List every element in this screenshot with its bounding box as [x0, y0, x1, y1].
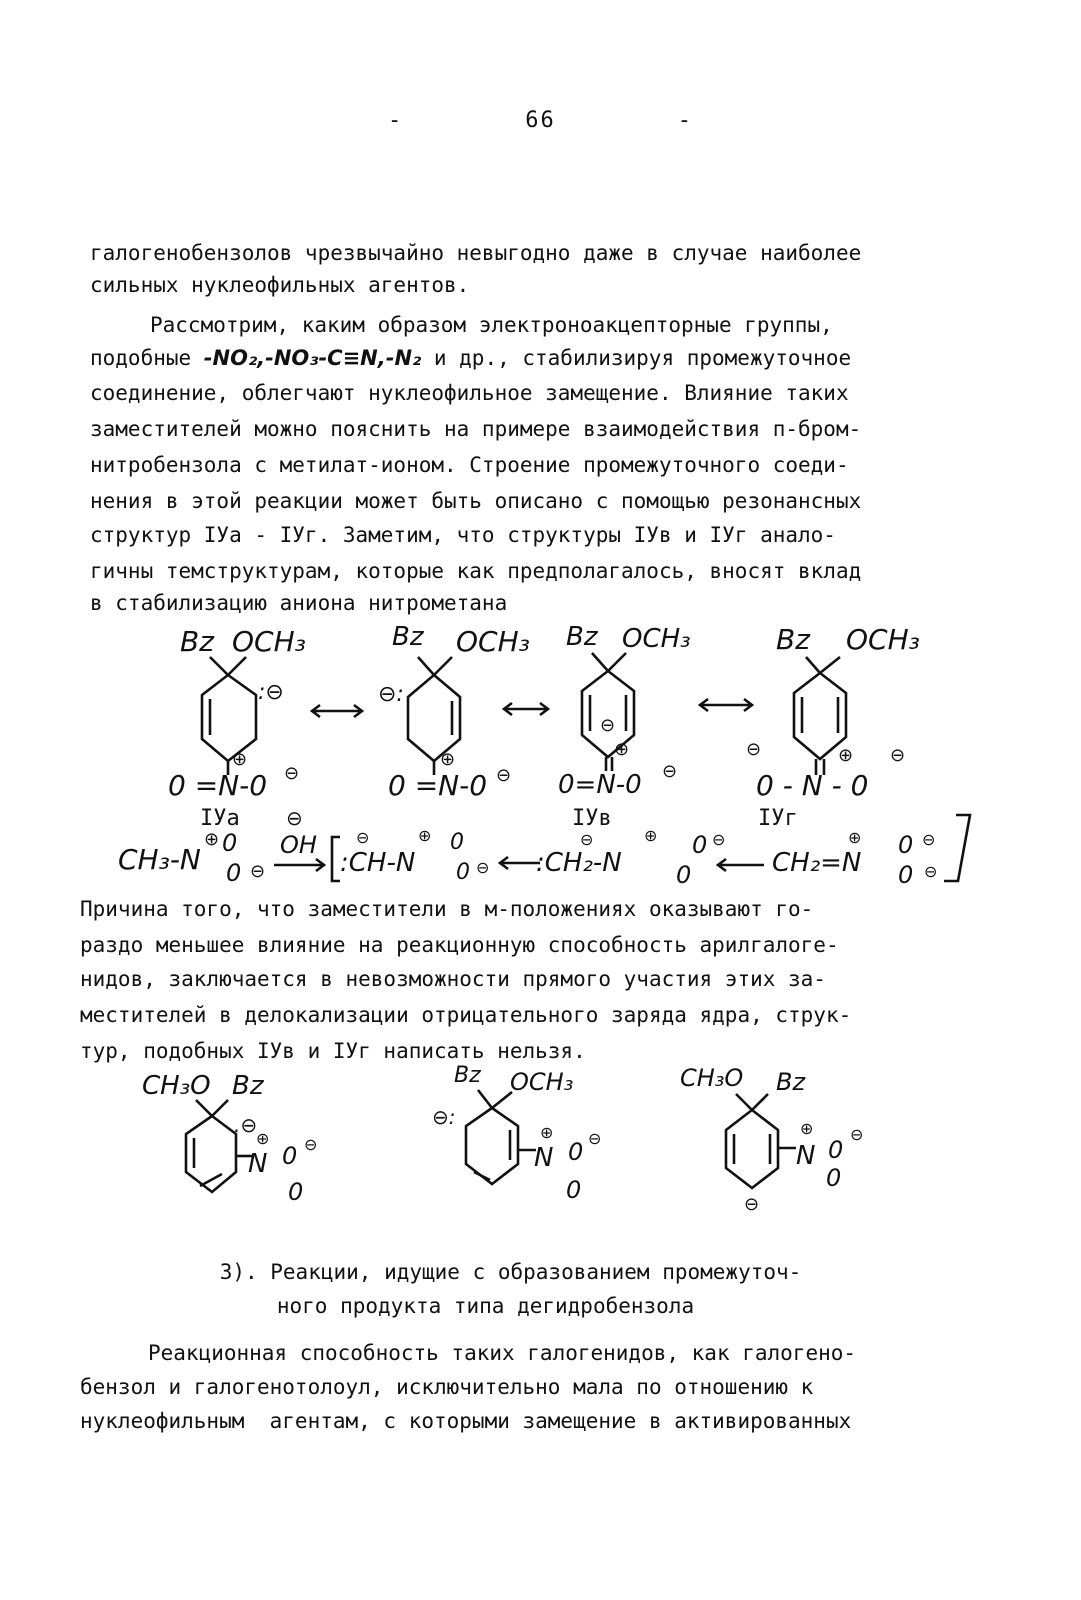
svg-text:⊖: ⊖ — [496, 765, 512, 786]
svg-text:⊖: ⊖ — [744, 1194, 760, 1215]
section-heading-line: ного продукта типа дегидробензола — [276, 1294, 695, 1318]
bz-label: Bz — [776, 1068, 806, 1096]
svg-text:0: 0 — [222, 829, 238, 857]
svg-text:0 =N-0: 0 =N-0 — [168, 769, 268, 802]
text-line: галогенобензолов чрезвычайно невыгодно даже в случае наиболее — [90, 241, 862, 265]
svg-text:⊖: ⊖ — [662, 761, 678, 782]
text-line: нения в этой реакции может быть описано с помощью резонансных — [90, 489, 862, 513]
text-line: Рассмотрим, каким образом электроноакцепторные группы, — [150, 313, 833, 337]
text-line: бензол и галогенотолоул, исключительно мала по отношению к — [80, 1375, 814, 1399]
svg-text:⊖: ⊖ — [588, 1129, 602, 1148]
svg-text:⊖: ⊖ — [712, 830, 726, 849]
bz-label: Bz — [392, 622, 424, 652]
svg-text:0: 0 — [898, 831, 914, 859]
ch3o-label: CH₃O — [680, 1064, 744, 1092]
bz-label: Bz — [566, 622, 598, 652]
svg-text:⊖: ⊖ — [746, 739, 762, 760]
nitromethane-scheme — [118, 806, 970, 889]
text-line: нидов, заключается в невозможности прямого участия этих за- — [80, 967, 826, 991]
text-line: Причина того, что заместители в м-положениях оказывают го- — [80, 897, 814, 921]
svg-text:⊖: ⊖ — [922, 830, 936, 849]
reagent-label: OH — [280, 831, 317, 859]
svg-text:⊕: ⊕ — [418, 826, 432, 845]
svg-text:⊖: ⊖ — [600, 715, 616, 736]
meta-structures-scheme — [0, 1060, 1081, 1220]
section-heading-line: 3). Реакции, идущие с образованием промежуточ- — [219, 1260, 802, 1284]
svg-text:⊕: ⊕ — [232, 749, 248, 770]
nitromethane-label: CH₃-N — [118, 843, 201, 876]
page-number-dash-left: - — [388, 108, 404, 133]
structure-label: IУв — [572, 806, 612, 831]
svg-text:⊕: ⊕ — [848, 828, 862, 847]
text-span: подобные — [90, 346, 204, 370]
meta-structure-2 — [432, 1063, 601, 1204]
svg-text:⊖:: ⊖: — [432, 1105, 456, 1129]
page-number-value: 66 — [525, 108, 556, 133]
text-line: тур, подобных IУв и IУг написать нельзя. — [80, 1039, 586, 1063]
svg-text:⊖: ⊖ — [250, 861, 266, 882]
text-span: и др., стабилизируя промежуточное — [421, 346, 852, 370]
svg-text:0: 0 — [676, 861, 692, 889]
svg-text:⊖: ⊖ — [286, 806, 303, 830]
svg-text:0: 0 — [898, 861, 914, 889]
svg-text:⊕: ⊕ — [204, 829, 220, 850]
svg-text:0: 0 — [692, 831, 708, 859]
text-line: соединение, облегчают нуклеофильное замещение. Влияние таких — [90, 381, 849, 405]
carbanion2-label: :CH₂-N — [536, 848, 622, 878]
svg-text:⊕: ⊕ — [644, 826, 658, 845]
text-line: в стабилизацию аниона нитрометана — [90, 591, 508, 615]
svg-text:0: 0 — [282, 1142, 298, 1170]
och3-label: OCH₃ — [510, 1068, 574, 1096]
page-number — [0, 108, 1081, 133]
text-line: структур IУа - IУг. Заметим, что структуры IУв и IУг анало- — [90, 523, 836, 547]
text-line: заместителей можно пояснить на примере взаимодействия п-бром- — [90, 417, 862, 441]
svg-text:⊕: ⊕ — [800, 1119, 814, 1138]
meta-structure-3 — [680, 1064, 863, 1215]
svg-text:⊖: ⊖ — [850, 1125, 864, 1144]
text-line: сильных нуклеофильных агентов. — [90, 273, 470, 297]
svg-text:N: N — [534, 1143, 554, 1173]
svg-text:⊕: ⊕ — [440, 749, 456, 770]
text-line: раздо меньшее влияние на реакционную способность арилгалоге- — [80, 933, 839, 957]
svg-text::⊖: :⊖ — [258, 680, 284, 705]
text-line: гичны темструктурам, которые как предполагалось, вносят вклад — [90, 559, 862, 583]
svg-text:⊖: ⊖ — [890, 745, 906, 766]
inline-formula: -NO₂,-NO₃-C≡N,-N₂ — [203, 346, 422, 370]
svg-text:0: 0 — [566, 1176, 582, 1204]
svg-text:0 =N-0: 0 =N-0 — [388, 769, 488, 802]
svg-text:0: 0 — [826, 1164, 842, 1192]
structure-label: IУг — [758, 806, 798, 831]
text-line: нуклеофильным агентам, с которыми замещение в активированных — [80, 1409, 852, 1433]
svg-text:⊖: ⊖ — [304, 1135, 318, 1154]
och3-label: OCH₃ — [232, 625, 306, 658]
bz-label: Bz — [180, 625, 214, 658]
svg-text:0: 0 — [568, 1138, 584, 1166]
bz-label: Bz — [776, 623, 810, 656]
svg-text:⊖: ⊖ — [284, 763, 300, 784]
svg-text:0: 0 — [288, 1178, 304, 1206]
svg-text:0 - N - 0: 0 - N - 0 — [756, 769, 869, 802]
svg-text:⊕: ⊕ — [256, 1129, 270, 1148]
text-line: нитробензола с метилат-ионом. Строение промежуточного соеди- — [90, 453, 849, 477]
svg-text:.⊖: .⊖ — [234, 1113, 258, 1137]
och3-label: OCH₃ — [456, 625, 530, 658]
text-line: Реакционная способность таких галогенидов, как галогено- — [148, 1341, 857, 1365]
structure-ivg — [746, 623, 920, 802]
svg-text:⊕: ⊕ — [540, 1123, 554, 1142]
page-number-dash-right: - — [677, 108, 693, 133]
meta-structure-1 — [142, 1071, 317, 1206]
text-line: местителей в делокализации отрицательного заряда ядра, струк- — [80, 1003, 852, 1027]
structure-ivv — [558, 622, 691, 800]
svg-text:⊕: ⊕ — [838, 745, 854, 766]
svg-text:⊖:: ⊖: — [378, 682, 404, 707]
svg-text:0: 0 — [226, 859, 242, 887]
svg-text:0: 0 — [456, 860, 470, 885]
svg-text:0: 0 — [450, 830, 464, 855]
svg-text:N: N — [248, 1149, 268, 1179]
bz-label: Bz — [454, 1063, 481, 1088]
text-line-with-formula — [90, 343, 970, 373]
ch3o-label: CH₃O — [142, 1071, 211, 1101]
resonance-scheme — [0, 615, 1081, 895]
svg-text:⊖: ⊖ — [476, 858, 490, 877]
svg-text:⊖: ⊖ — [580, 830, 594, 849]
methylene-label: CH₂=N — [772, 848, 862, 878]
svg-text:N: N — [796, 1141, 816, 1171]
och3-label: OCH₃ — [846, 623, 920, 656]
bz-label: Bz — [232, 1071, 264, 1101]
svg-text:0: 0 — [828, 1136, 844, 1164]
structure-label: IУа — [200, 806, 240, 831]
svg-text:⊕: ⊕ — [614, 739, 630, 760]
svg-text:⊖: ⊖ — [924, 862, 938, 881]
svg-text:0=N-0: 0=N-0 — [558, 770, 642, 800]
svg-text:⊖: ⊖ — [356, 828, 370, 847]
carbanion-label: :CH-N — [340, 848, 416, 878]
structure-iva — [168, 625, 306, 802]
och3-label: OCH₃ — [622, 624, 691, 654]
